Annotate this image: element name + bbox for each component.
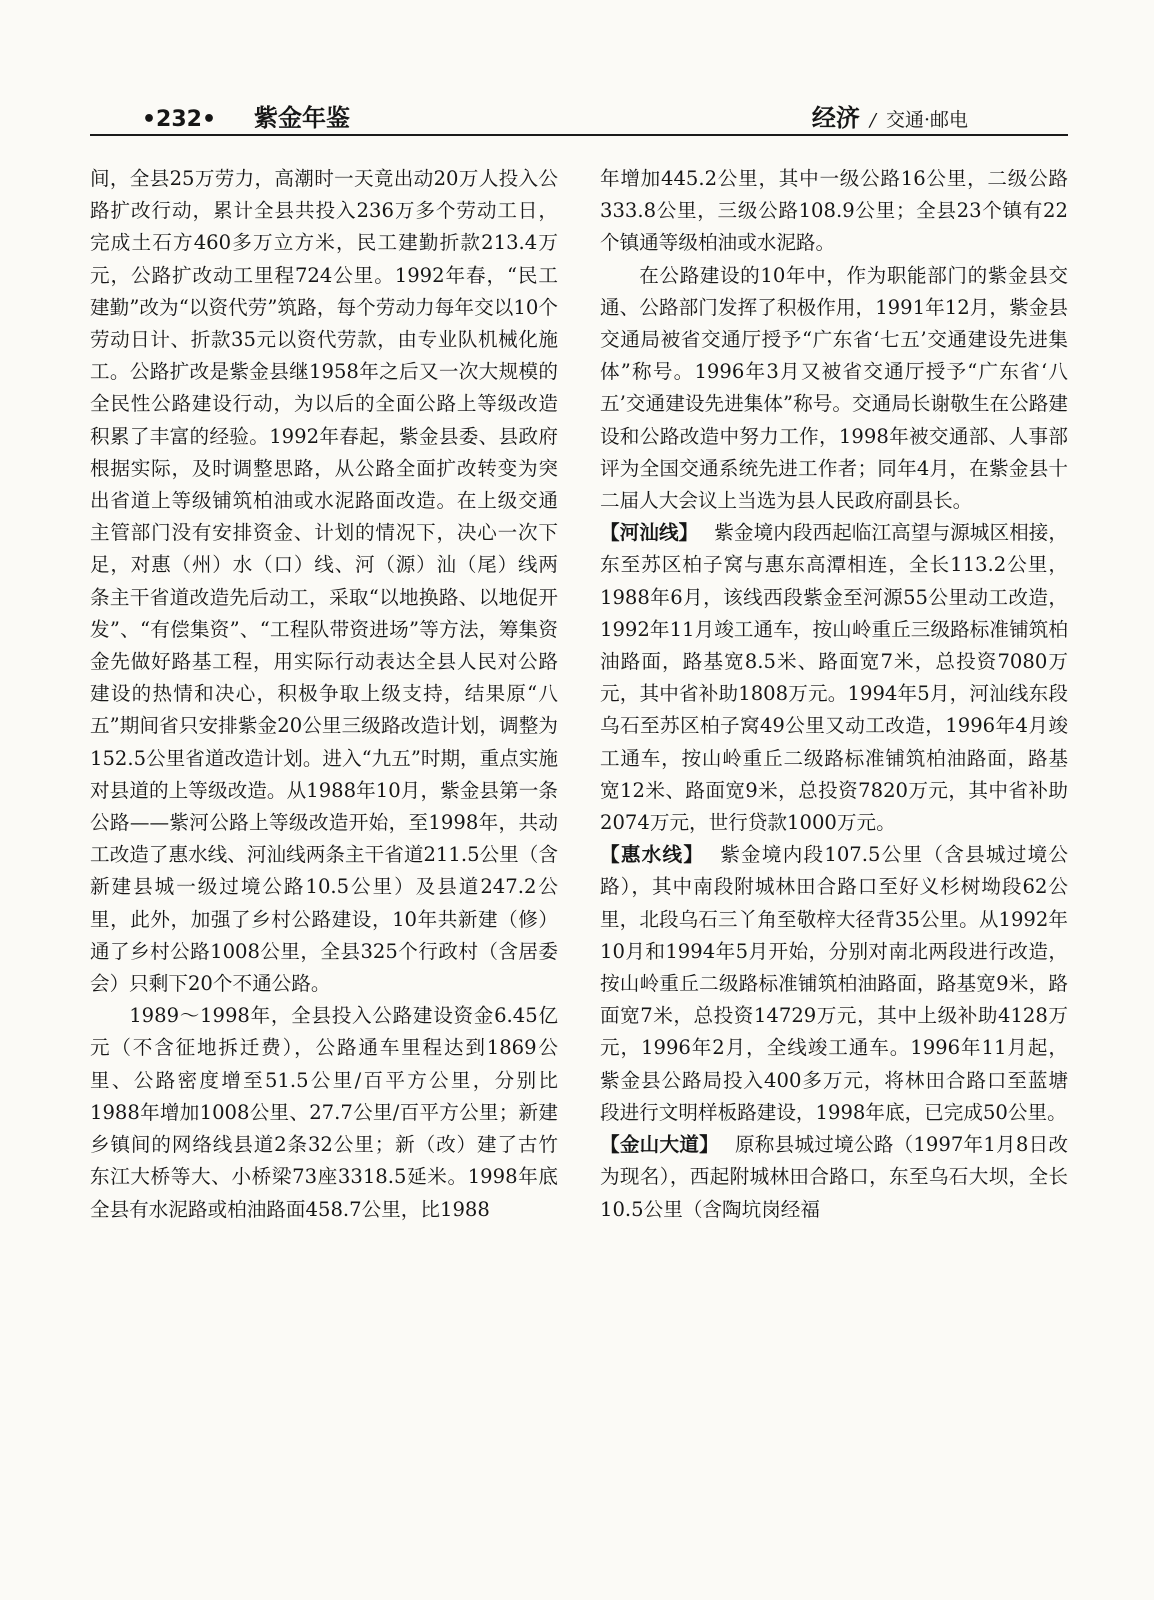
left-column	[90, 163, 558, 1226]
header-separator: /	[869, 110, 876, 131]
section-title-heshan: 【河汕线】	[600, 521, 699, 545]
section-text-huishui: 紫金境内段107.5公里（含县城过境公路），其中南段附城林田合路口至好义杉树坳段62公里，北段乌石三丫角至敬梓大径背35公里。从1992年10月和1994年5月开始，分别对南北两段进行改造，按山岭重丘二级路标准铺筑柏油路面，路基宽9米，路面宽7米，总投资14729万元，其中上级补助4128万元，1996年2月，全线竣工通车。1996年11月起，紫金县公路局投入400多万元，将林田合路口至蓝塘段进行文明样板路建设，1998年底，已完成50公里。	[600, 843, 1069, 1124]
section-jinshan-avenue	[600, 1129, 1068, 1226]
page-number: •232•	[142, 107, 217, 132]
subsection-title: 交通·邮电	[885, 109, 968, 131]
section-heshan-line	[600, 517, 1068, 839]
section-huishui-line	[600, 839, 1068, 1129]
header-left	[142, 98, 350, 133]
section-text-jinshan: 原称县城过境公路（1997年1月8日改为现名），西起附城林田合路口，东至乌石大坝，全长10.5公里（含陶坑岗经福	[600, 1133, 1068, 1221]
paragraph: 年增加445.2公里，其中一级公路16公里，二级公路333.8公里，三级公路108.9公里；全县23个镇有22个镇通等级柏油或水泥路。	[600, 167, 1068, 255]
section-text-heshan: 紫金境内段西起临江高望与源城区相接，东至苏区柏子窝与惠东高潭相连，全长113.2公里，1988年6月，该线西段紫金至河源55公里动工改造，1992年11月竣工通车，按山岭重丘三级路标准铺筑柏油路面，路基宽8.5米、路面宽7米，总投资7080万元，其中省补助1808万元。1994年5月，河汕线东段乌石至苏区柏子窝49公里又动工改造，1996年4月竣工通车，按山岭重丘二级路标准铺筑柏油路面，路基宽12米、路面宽9米，总投资7820万元，其中省补助2074万元，世行贷款1000万元。	[600, 521, 1069, 835]
paragraph: 在公路建设的10年中，作为职能部门的紫金县交通、公路部门发挥了积极作用，1991年12月，紫金县交通局被省交通厅授予“广东省‘七五’交通建设先进集体”称号。1996年3月又被省交通厅授予“广东省‘八五’交通建设先进集体”称号。交通局长谢敬生在公路建设和公路改造中努力工作，1998年被交通部、人事部评为全国交通系统先进工作者；同年4月，在紫金县十二届人大会议上当选为县人民政府副县长。	[600, 263, 1068, 513]
paragraph: 1989～1998年，全县投入公路建设资金6.45亿元（不含征地拆迁费），公路通车里程达到1869公里、公路密度增至51.5公里/百平方公里，分别比1988年增加1008公里、27.7公里/百平方公里；新建乡镇间的网络线县道2条32公里；新（改）建了古竹东江大桥等大、小桥梁73座3318.5延米。1998年底全县有水泥路或柏油路面458.7公里，比1988	[90, 1004, 558, 1221]
page-header	[90, 94, 1068, 136]
header-right	[812, 98, 968, 133]
section-title-jinshan: 【金山大道】	[600, 1133, 719, 1157]
right-column	[600, 163, 1068, 1226]
section-title-huishui: 【惠水线】	[600, 843, 705, 867]
book-title: 紫金年鉴	[254, 103, 351, 132]
paragraph: 间，全县25万劳力，高潮时一天竟出动20万人投入公路扩改行动，累计全县共投入236万多个劳动工日，完成土石方460多万立方米，民工建勤折款213.4万元，公路扩改动工里程724公里。1992年春，“民工建勤”改为“以资代劳”筑路，每个劳动力每年交以10个劳动日计、折款35元以资代劳款，由专业队机械化施工。公路扩改是紫金县继1958年之后又一次大规模的全民性公路建设行动，为以后的全面公路上等级改造积累了丰富的经验。1992年春起，紫金县委、县政府根据实际，及时调整思路，从公路全面扩改转变为突出省道上等级铺筑柏油或水泥路面改造。在上级交通主管部门没有安排资金、计划的情况下，决心一次下足，对惠（州）水（口）线、河（源）汕（尾）线两条主干省道改造先后动工，采取“以地换路、以地促开发”、“有偿集资”、“工程队带资进场”等方法，筹集资金先做好路基工程，用实际行动表达全县人民对公路建设的热情和决心，积极争取上级支持，结果原“八五”期间省只安排紫金20公里三级路改造计划，调整为152.5公里省道改造计划。进入“九五”时期，重点实施对县道的上等级改造。从1988年10月，紫金县第一条公路——紫河公路上等级改造开始，至1998年，共动工改造了惠水线、河汕线两条主干省道211.5公里（含新建县城一级过境公路10.5公里）及县道247.2公里，此外，加强了乡村公路建设，10年共新建（修）通了乡村公路1008公里，全县325个行政村（含居委会）只剩下20个不通公路。	[90, 167, 559, 996]
section-title: 经济	[811, 103, 860, 132]
